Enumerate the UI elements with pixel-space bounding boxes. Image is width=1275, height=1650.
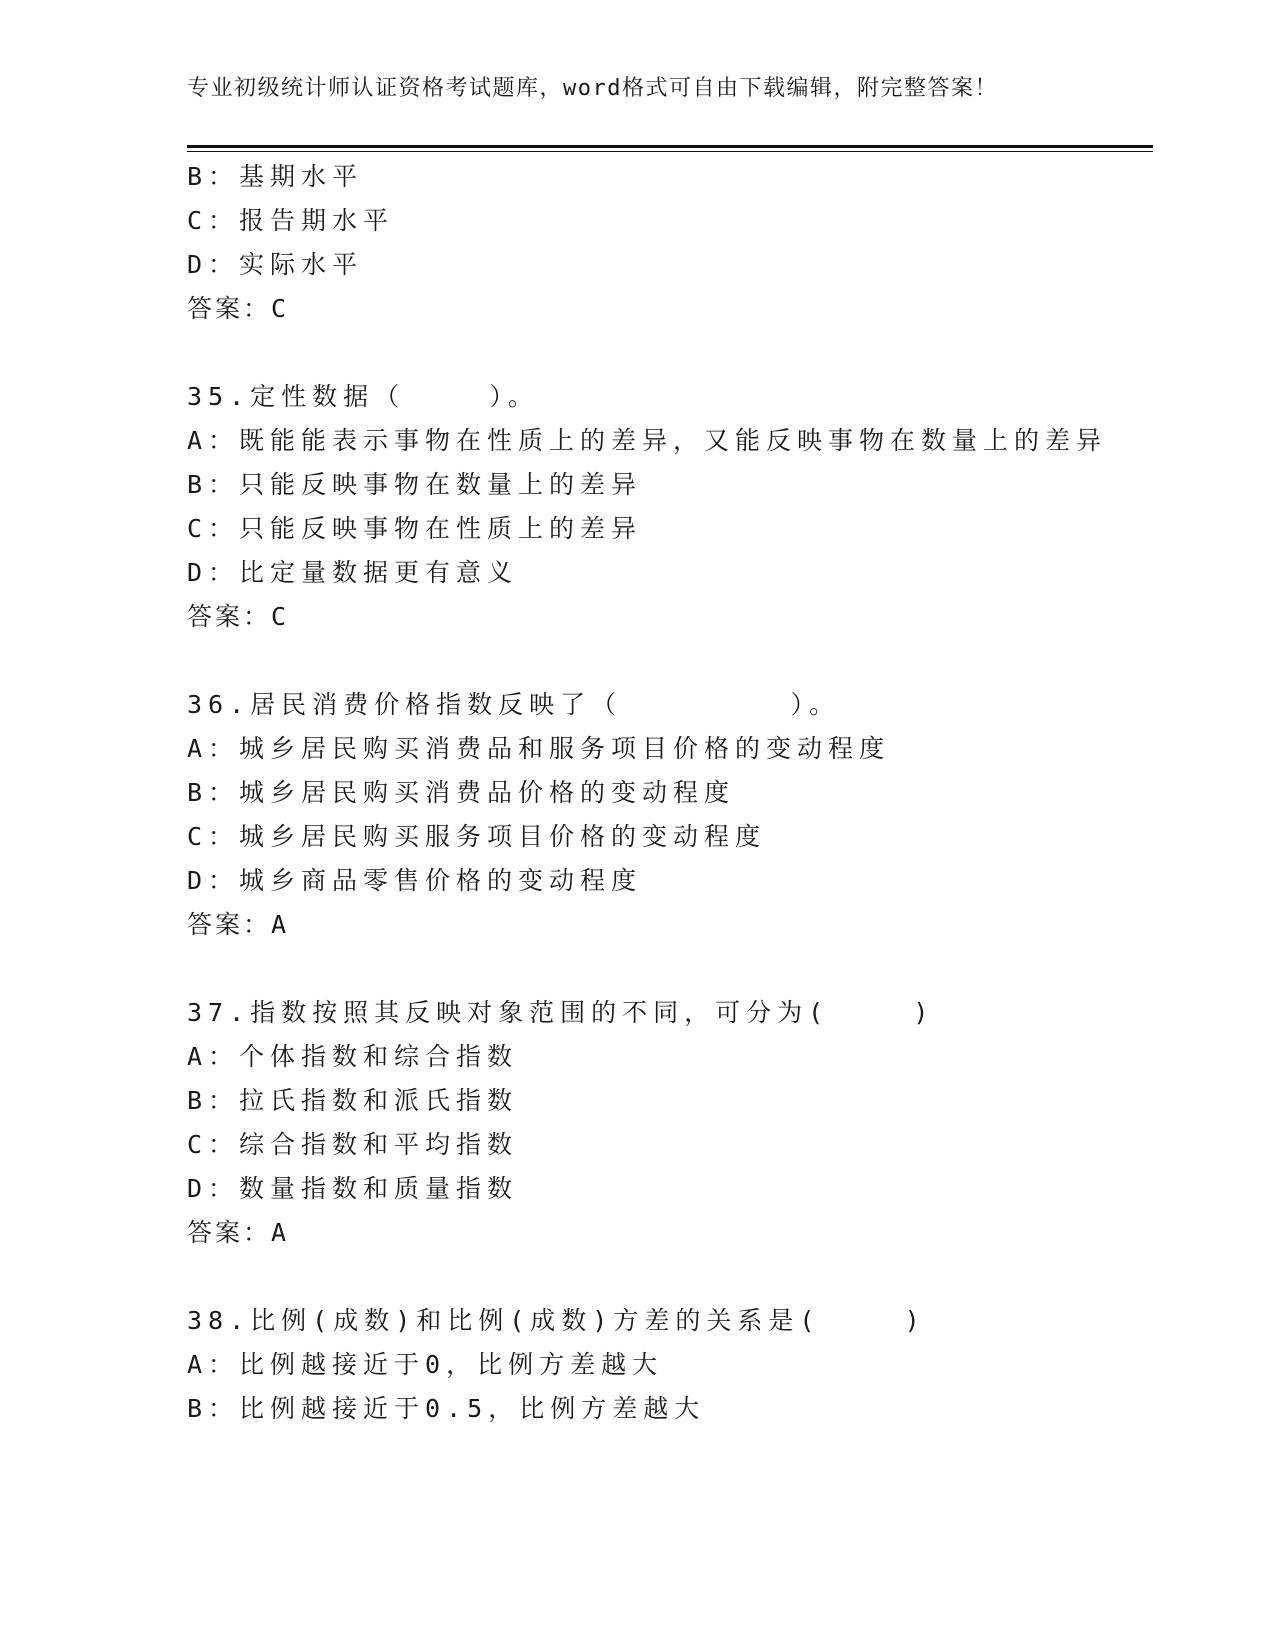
option-a: A：个体指数和综合指数 xyxy=(187,1042,519,1071)
question-stem: 37.指数按照其反映对象范围的不同，可分为( ) xyxy=(187,998,935,1027)
option-a: A：比例越接近于0，比例方差越大 xyxy=(187,1350,664,1379)
header-rule-thick xyxy=(187,145,1153,148)
option-c: C：综合指数和平均指数 xyxy=(187,1130,519,1159)
option-a: A：城乡居民购买消费品和服务项目价格的变动程度 xyxy=(187,734,891,763)
option-b: B：只能反映事物在数量上的差异 xyxy=(187,470,643,499)
question-stem: 35.定性数据（ ）。 xyxy=(187,382,539,411)
option-b: B：基期水平 xyxy=(187,162,364,191)
option-b: B：比例越接近于0.5，比例方差越大 xyxy=(187,1394,706,1423)
option-c: C：报告期水平 xyxy=(187,206,395,235)
answer: 答案：C xyxy=(187,294,290,323)
option-d: D：城乡商品零售价格的变动程度 xyxy=(187,866,643,895)
option-c: C：只能反映事物在性质上的差异 xyxy=(187,514,643,543)
option-d: D：实际水平 xyxy=(187,250,364,279)
answer: 答案：C xyxy=(187,602,290,631)
question-stem: 36.居民消费价格指数反映了（ ）。 xyxy=(187,690,841,719)
answer: 答案：A xyxy=(187,910,290,939)
header-rule-thin xyxy=(187,151,1153,152)
option-d: D：比定量数据更有意义 xyxy=(187,558,519,587)
option-b: B：城乡居民购买消费品价格的变动程度 xyxy=(187,778,736,807)
option-a: A：既能能表示事物在性质上的差异，又能反映事物在数量上的差异 xyxy=(187,426,1108,455)
option-c: C：城乡居民购买服务项目价格的变动程度 xyxy=(187,822,767,851)
answer: 答案：A xyxy=(187,1218,290,1247)
option-b: B：拉氏指数和派氏指数 xyxy=(187,1086,519,1115)
option-d: D：数量指数和质量指数 xyxy=(187,1174,519,1203)
question-stem: 38.比例(成数)和比例(成数)方差的关系是( ) xyxy=(187,1306,926,1335)
page-header: 专业初级统计师认证资格考试题库，word格式可自由下载编辑，附完整答案！ xyxy=(187,76,998,101)
